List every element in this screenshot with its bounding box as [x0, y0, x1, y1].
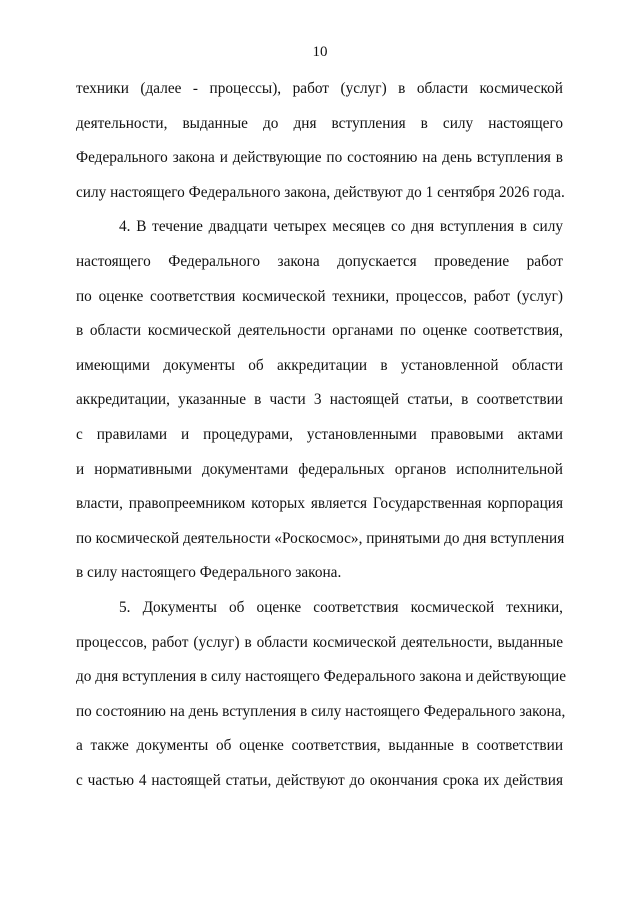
paragraph-4	[76, 216, 563, 597]
text-line: 5. Документы об оценке соответствия космической техники,	[119, 598, 563, 616]
text-line: и нормативными документами федеральных органов исполнительной	[76, 460, 563, 478]
text-line: а также документы об оценке соответствия, выданные в соответствии	[76, 737, 563, 755]
text-line: по космической деятельности «Роскосмос», принятыми до дня вступления	[76, 529, 565, 547]
text-line: с частью 4 настоящей статьи, действуют до окончания срока их действия	[76, 771, 563, 789]
text-line: власти, правопреемником которых является Государственная корпорация	[76, 495, 563, 513]
page-number: 10	[312, 44, 328, 60]
text-line: аккредитации, указанные в части 3 настоящей статьи, в соответствии	[76, 391, 563, 409]
text-line: настоящего Федерального закона допускается проведение работ	[76, 252, 563, 270]
paragraph-5	[76, 597, 567, 805]
document-body	[76, 78, 567, 804]
text-line: до дня вступления в силу настоящего Федерального закона и действующие	[76, 668, 567, 686]
text-line: процессов, работ (услуг) в области космической деятельности, выданные	[76, 633, 563, 651]
text-line: в силу настоящего Федерального закона.	[76, 564, 342, 582]
text-line: по состоянию на день вступления в силу настоящего Федерального закона,	[76, 702, 566, 720]
text-line: 4. В течение двадцати четырех месяцев со дня вступления в силу	[119, 218, 563, 236]
text-line: техники (далее - процессы), работ (услуг) в области космической	[76, 80, 563, 97]
text-line: с правилами и процедурами, установленными правовыми актами	[76, 425, 563, 443]
text-line: имеющими документы об аккредитации в установленной области	[76, 356, 563, 374]
paragraph-continuation	[76, 78, 563, 216]
text-line: силу настоящего Федерального закона, действуют до 1 сентября 2026 года.	[76, 183, 565, 201]
text-line: Федерального закона и действующие по состоянию на день вступления в	[76, 149, 563, 167]
text-line: в области космической деятельности органами по оценке соответствия,	[76, 322, 563, 340]
text-line: по оценке соответствия космической техники, процессов, работ (услуг)	[76, 287, 563, 305]
text-line: деятельности, выданные до дня вступления в силу настоящего	[76, 114, 563, 132]
